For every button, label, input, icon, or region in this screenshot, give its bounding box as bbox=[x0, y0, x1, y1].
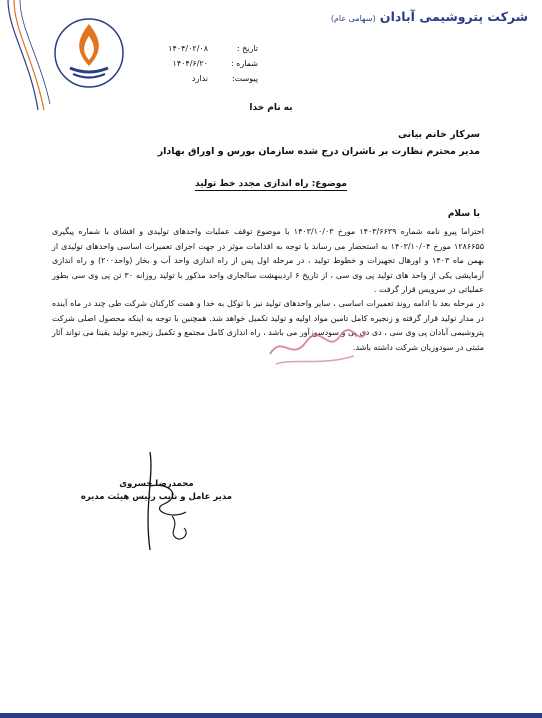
meta-date-row bbox=[118, 41, 258, 56]
greeting: با سلام bbox=[447, 209, 480, 219]
body-paragraph-1: احتراما پیرو نامه شماره ۱۴۰۳/۶۶۳۹ مورخ ۱۴۰۳/۱۰/۰۳ با موضوع توقف عملیات واحدهای تولیدی و افشای با شماره پیگیری ۱۲۸۶۶۵۵ مورخ ۱۴۰۳/۱۰/۰۴ به استحضار می رساند با توجه به اقدامات موثر در جهت اجرای تعمیرات اساسی واحدهای تولیدی از بهمن ماه ۱۴۰۳ و اورهال تجهیزات و خطوط تولید ، در مرحله اول پس از راه اندازی واحد آب و بخار (واحد۲۰۰) و راه اندازی آزمایشی یکی از واحد های تولید پی وی سی ، از تاریخ ۶ اردیبهشت سالجاری واحد مذکور با تولید روزانه ۳۰ تن پی وی سی بطور عملیاتی در سرویس قرار گرفت . bbox=[52, 227, 485, 294]
date-label: تاریخ : bbox=[236, 44, 258, 53]
stamp-mark bbox=[262, 314, 372, 374]
number-label: شماره : bbox=[230, 59, 258, 68]
attachment-label: پیوست: bbox=[231, 74, 258, 83]
signatory-name: محمدرضا خسروی bbox=[119, 479, 194, 489]
body-paragraph-2: در مرحله بعد با ادامه روند تعمیرات اساسی ، سایر واحدهای تولید نیز با توکل به خدا و همت کارکنان شرکت طی چند در ماه آینده در مدار تولید قرار گرفته و زنجیره کامل تامین مواد اولیه و تولید تکمیل خواهد شد. همچنین با توجه به اینکه محصول اصلی شرکت پتروشیمی آبادان پی وی سی ، دی دی پی و سودسوزآور می باشد ، راه اندازی کامل مجتمع و تکمیل زنجیره تولید یقینا می تواند آثار مثبتی در سودوزیان شرکت داشته باشد. bbox=[52, 299, 484, 352]
company-type: (سهامی عام) bbox=[330, 14, 376, 23]
attachment-value: ندارد bbox=[191, 74, 208, 83]
meta-attachment-row bbox=[118, 71, 258, 86]
signatory-title: مدیر عامل و نایب رئیس هیئت مدیره bbox=[80, 492, 232, 502]
basmala: به نام خدا bbox=[249, 103, 293, 113]
footer-bar bbox=[0, 713, 542, 718]
handwritten-signature bbox=[120, 446, 210, 554]
addressee-name: سرکار خانم بیانی bbox=[397, 129, 480, 140]
company-logo bbox=[50, 10, 128, 96]
addressee bbox=[158, 126, 480, 160]
company-name bbox=[331, 9, 528, 24]
addressee-title: مدیر محترم نظارت بر ناشران درج شده سازمان بورس و اوراق بهادار bbox=[157, 146, 480, 157]
letter-meta bbox=[118, 41, 258, 86]
meta-number-row bbox=[118, 56, 258, 71]
subject-text: موضوع: راه اندازی مجدد خط تولید bbox=[195, 179, 347, 189]
subject-line bbox=[0, 179, 542, 189]
company-name-text: شرکت پتروشیمی آبادان bbox=[379, 9, 528, 24]
date-value: ۱۴۰۴/۰۲/۰۸ bbox=[168, 44, 208, 53]
number-value: ۱۴۰۴/۶/۲۰ bbox=[172, 59, 208, 68]
